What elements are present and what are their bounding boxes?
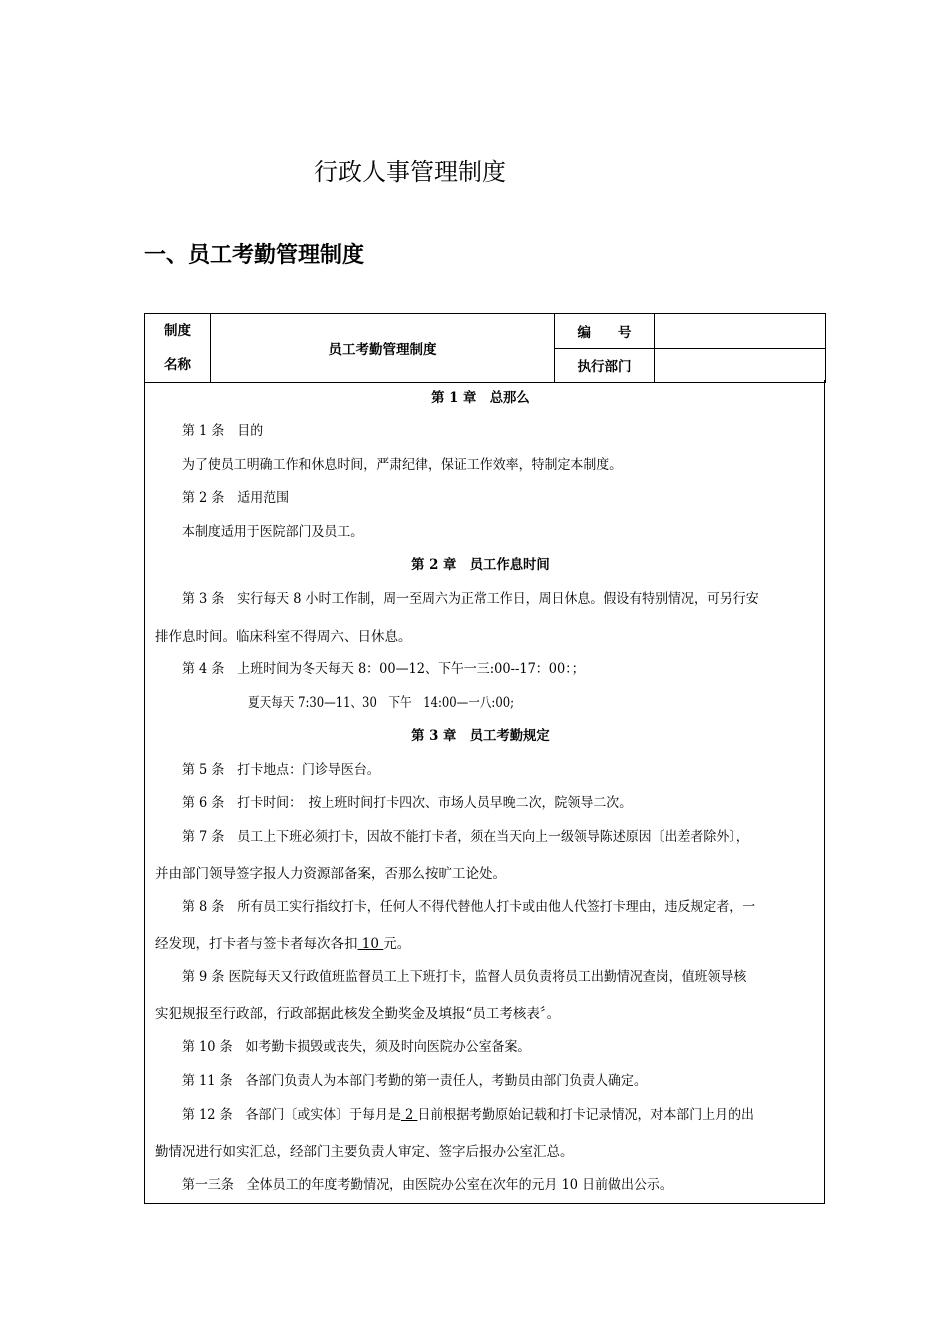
- article-3-line-2: 排作息时间。临床科室不得周六、日休息。: [155, 629, 412, 645]
- policy-body: [144, 380, 825, 1204]
- policy-name-value: 员工考勤管理制度: [211, 314, 555, 383]
- article-9-line-1: 第 9 条 医院每天又行政值班监督员工上下班打卡，监督人员负责将员工出勤情况查岗，值班领导核: [182, 969, 747, 985]
- article-12-text-post: 日前根据考勤原始记载和打卡记录情况，对本部门上月的出: [417, 1107, 754, 1123]
- chapter-1-heading: 第 1 章 总那么: [431, 390, 530, 406]
- article-2-title: 第 2 条 适用范围: [182, 490, 290, 506]
- chapter-2-heading: 第 2 章 员工作息时间: [411, 557, 550, 573]
- dept-value: [655, 348, 826, 383]
- article-1-title: 第 1 条 目的: [182, 423, 264, 439]
- document-title: 行政人事管理制度: [314, 158, 506, 186]
- article-9-line-2: 实犯规报至行政部，行政部据此核发全勤奖金及填报“员工考核表〞。: [155, 1006, 561, 1022]
- label-zhidu: 制度: [164, 323, 191, 339]
- policy-header-table: [144, 313, 826, 383]
- article-10: 第 10 条 如考勤卡损毁或丧失，须及时向医院办公室备案。: [182, 1039, 531, 1055]
- article-2-text: 本制度适用于医院部门及员工。: [182, 524, 364, 540]
- section-heading: 一、员工考勤管理制度: [144, 242, 365, 268]
- article-12-line-2: 勤情况进行如实汇总，经部门主要负责人审定、签字后报办公室汇总。: [155, 1144, 574, 1160]
- article-1-text: 为了使员工明确工作和休息时间，严肃纪律，保证工作效率，特制定本制度。: [182, 457, 623, 473]
- article-8-text-post: 元。: [383, 936, 411, 952]
- report-day: 2: [400, 1107, 418, 1123]
- article-7-line-2: 并由部门领导签字报人力资源部备案，否那么按旷工论处。: [155, 866, 506, 882]
- number-value: [655, 314, 826, 349]
- article-12-text-pre: 第 12 条 各部门〔或实体〕于每月是: [182, 1107, 401, 1123]
- deduction-amount: 10: [357, 936, 384, 952]
- article-8-line-2: [155, 932, 816, 952]
- article-12-line-1: [182, 1103, 816, 1123]
- label-mingcheng: 名称: [164, 357, 191, 373]
- article-7-line-1: 第 7 条 员工上下班必须打卡，因故不能打卡者，须在当天向上一级领导陈述原因〔出差者除外〕，: [182, 829, 749, 845]
- article-13: 第一三条 全体员工的年度考勤情况，由医院办公室在次年的元月 10 日前做出公示。: [182, 1177, 673, 1193]
- number-label: 编 号: [555, 314, 655, 349]
- article-5: 第 5 条 打卡地点：门诊导医台。: [182, 762, 380, 778]
- article-6: 第 6 条 打卡时间： 按上班时间打卡四次、市场人员早晚二次，院领导二次。: [182, 795, 633, 811]
- dept-label: 执行部门: [555, 348, 655, 383]
- article-8-line-1: 第 8 条 所有员工实行指纹打卡，任何人不得代替他人打卡或由他人代签打卡理由，违反规定者，一: [182, 899, 756, 915]
- article-8-text-pre: 经发现，打卡者与签卡者每次各扣: [155, 936, 358, 952]
- chapter-3-heading: 第 3 章 员工考勤规定: [411, 728, 550, 744]
- article-3-line-1: 第 3 条 实行每天 8 小时工作制，周一至周六为正常工作日，周日休息。假设有特别情况，可另行安: [182, 591, 759, 607]
- article-11: 第 11 条 各部门负责人为本部门考勤的第一责任人，考勤员由部门负责人确定。: [182, 1073, 647, 1089]
- article-4-line-2: 夏天每天 7:30—11、30 下午 14:00—一八:00;: [248, 695, 514, 711]
- article-4-line-1: 第 4 条 上班时间为冬天每天 8：00—12、下午一三:00--17：00：；: [182, 661, 585, 677]
- policy-name-label-cell: [145, 314, 211, 383]
